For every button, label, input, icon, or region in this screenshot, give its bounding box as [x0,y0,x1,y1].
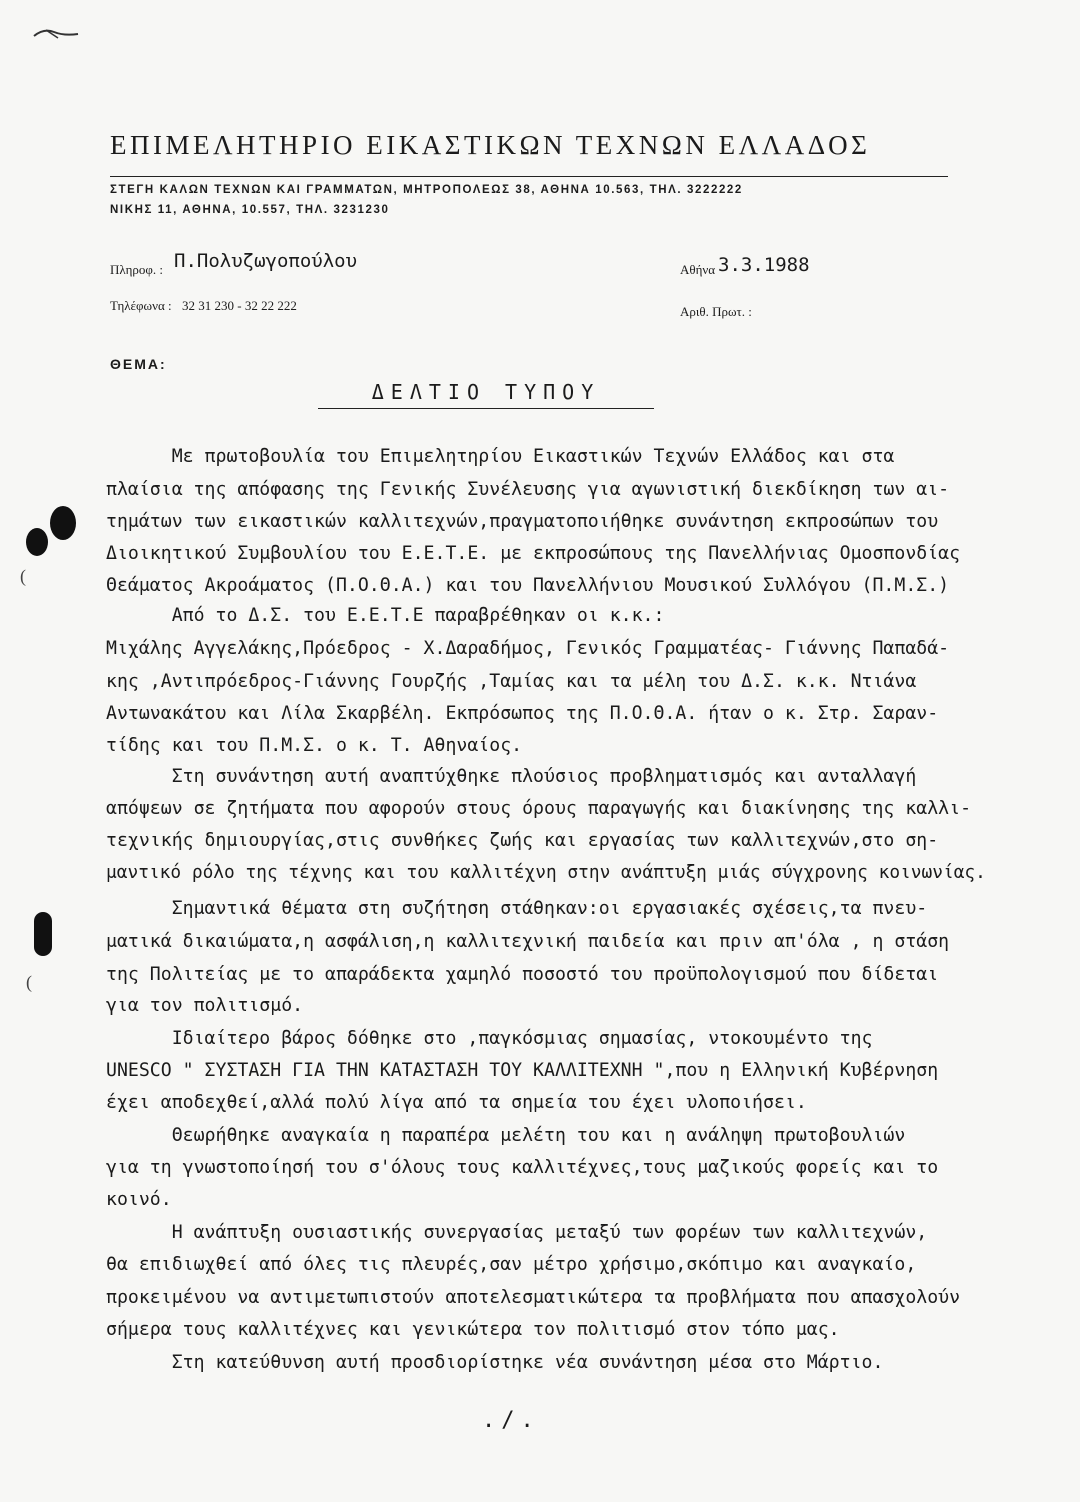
body-line: Μιχάλης Αγγελάκης,Πρόεδρος - Χ.Δαραδήμος, Γενικός Γραμματέας- Γιάννης Παπαδά- [106,638,950,659]
body-line: τεχνικής δημιουργίας,στις συνθήκες ζωής και εργασίας των καλλιτεχνών,στο ση- [106,830,939,851]
protocol-label: Αριθ. Πρωτ. : [680,304,752,319]
document-title: ΔΕΛΤΙΟ ΤΥΠΟΥ [318,380,654,409]
body-line: προκειμένου να αντιμετωπιστούν αποτελεσματικώτερα τα προβλήματα που απασχολούν [106,1287,961,1308]
letterhead-title: ΕΠΙΜΕΛΗΤΗΡΙΟ ΕΙΚΑΣΤΙΚΩΝ ΤΕΧΝΩΝ ΕΛΛΑΔΟΣ [110,130,871,160]
body-line: Θεωρήθηκε αναγκαία η παραπέρα μελέτη του και η ανάληψη πρωτοβουλιών [106,1125,906,1146]
body-line: Θεάματος Ακροάματος (Π.Ο.Θ.Α.) και του Πανελλήνιου Μουσικού Συλλόγου (Π.Μ.Σ.) [106,575,950,596]
subject-label: ΘΕΜΑ: [110,356,167,372]
body-line: για τη γνωστοποίησή του σ'όλους τους καλλιτέχνες,τους μαζικούς φορείς και το [106,1157,939,1178]
body-line: UNESCO " ΣΥΣΤΑΣΗ ΓΙΑ ΤΗΝ ΚΑΤΑΣΤΑΣΗ ΤΟΥ ΚΑΛΛΙΤΕΧΝΗ ",που η Ελληνική Κυβέρνηση [106,1060,939,1081]
contact-label: Πληροφ. : [110,262,163,277]
city-label: Αθήνα [680,262,716,277]
date-value: 3.3.1988 [718,254,810,276]
body-line: Αντωνακάτου και Λίλα Σκαρβέλη. Εκπρόσωπος της Π.Ο.Θ.Α. ήταν ο κ. Στρ. Σαραν- [106,703,939,724]
letterhead-address-line-2: ΝΙΚΗΣ 11, ΑΘΗΝΑ, 10.557, ΤΗΛ. 3231230 [110,204,390,216]
body-line: απόψεων σε ζητήματα που αφορούν στους όρους παραγωγής και διακίνησης της καλλι- [106,798,972,819]
body-line: της Πολιτείας με το απαράδεκτα χαμηλό ποσοστό του προϋπολογισμού που δίδεται [106,964,939,985]
body-line: για τον πολιτισμό. [106,995,304,1016]
body-line: ματικά δικαιώματα,η ασφάλιση,η καλλιτεχνική παιδεία και πριν απ'όλα , η στάση [106,931,950,952]
body-line: Η ανάπτυξη ουσιαστικής συνεργασίας μεταξύ των φορέων των καλλιτεχνών, [106,1222,928,1243]
body-line: θα επιδιωχθεί από όλες τις πλευρές,σαν μέτρο χρήσιμο,σκόπιμο και αναγκαίο, [106,1254,917,1275]
body-line: Στη κατεύθυνση αυτή προσδιορίστηκε νέα συνάντηση μέσα στο Μάρτιο. [106,1352,884,1373]
body-line: σήμερα τους καλλιτέχνες και γενικώτερα τον πολιτισμό στον τόπο μας. [106,1319,840,1340]
punch-hole-lower [34,912,52,956]
body-line: Από το Δ.Σ. του Ε.Ε.Τ.Ε παραβρέθηκαν οι κ.κ.: [106,605,665,626]
phones-value: 32 31 230 - 32 22 222 [182,298,297,313]
body-line: κης ,Αντιπρόεδρος-Γιάννης Γουρζής ,Ταμίας και τα μέλη του Δ.Σ. κ.κ. Ντιάνα [106,671,917,692]
letterhead-address-line-1: ΣΤΕΓΗ ΚΑΛΩΝ ΤΕΧΝΩΝ ΚΑΙ ΓΡΑΜΜΑΤΩΝ, ΜΗΤΡΟΠΟΛΕΩΣ 38, ΑΘΗΝΑ 10.563, ΤΗΛ. 3222222 [110,184,743,196]
body-line: πλαίσια της απόφασης της Γενικής Συνέλευσης για αγωνιστική διεκδίκηση των αι- [106,479,950,500]
body-line: Σημαντικά θέματα στη συζήτηση στάθηκαν:οι εργασιακές σχέσεις,τα πνευ- [106,898,928,919]
body-line: Στη συνάντηση αυτή αναπτύχθηκε πλούσιος προβληματισμός και ανταλλαγή [106,766,917,787]
contact-value: Π.Πολυζωγοπούλου [174,250,358,272]
scan-corner-mark [32,24,82,42]
body-line: κοινό. [106,1189,172,1210]
body-line: Με πρωτοβουλία του Επιμελητηρίου Εικαστικών Τεχνών Ελλάδος και στα [106,446,895,467]
body-line: έχει αποδεχθεί,αλλά πολύ λίγα από τα σημεία του έχει υλοποιήσει. [106,1092,807,1113]
body-line: τημάτων των εικαστικών καλλιτεχνών,πραγματοποιήθηκε συνάντηση εκπροσώπων του [106,511,939,532]
page-continuation-mark: ./. [482,1408,540,1433]
letterhead-divider [110,176,948,177]
punch-hole-upper-1 [50,506,76,540]
body-line: τίδης και του Π.Μ.Σ. ο κ. Τ. Αθηναίος. [106,735,523,756]
phones-label: Τηλέφωνα : [110,298,172,313]
punch-hole-upper-2 [26,528,48,556]
body-line: Ιδιαίτερο βάρος δόθηκε στο ,παγκόσμιας σημασίας, ντοκουμέντο της [106,1028,873,1049]
margin-mark-lower: ( [26,972,32,992]
margin-mark-upper: ( [20,566,26,586]
body-line: μαντικό ρόλο της τέχνης και του καλλιτέχνη στην ανάπτυξη μιάς σύγχρονης κοινωνίας. [106,862,986,883]
body-line: Διοικητικού Συμβουλίου του Ε.Ε.Τ.Ε. με εκπροσώπους της Πανελλήνιας Ομοσπονδίας [106,543,961,564]
